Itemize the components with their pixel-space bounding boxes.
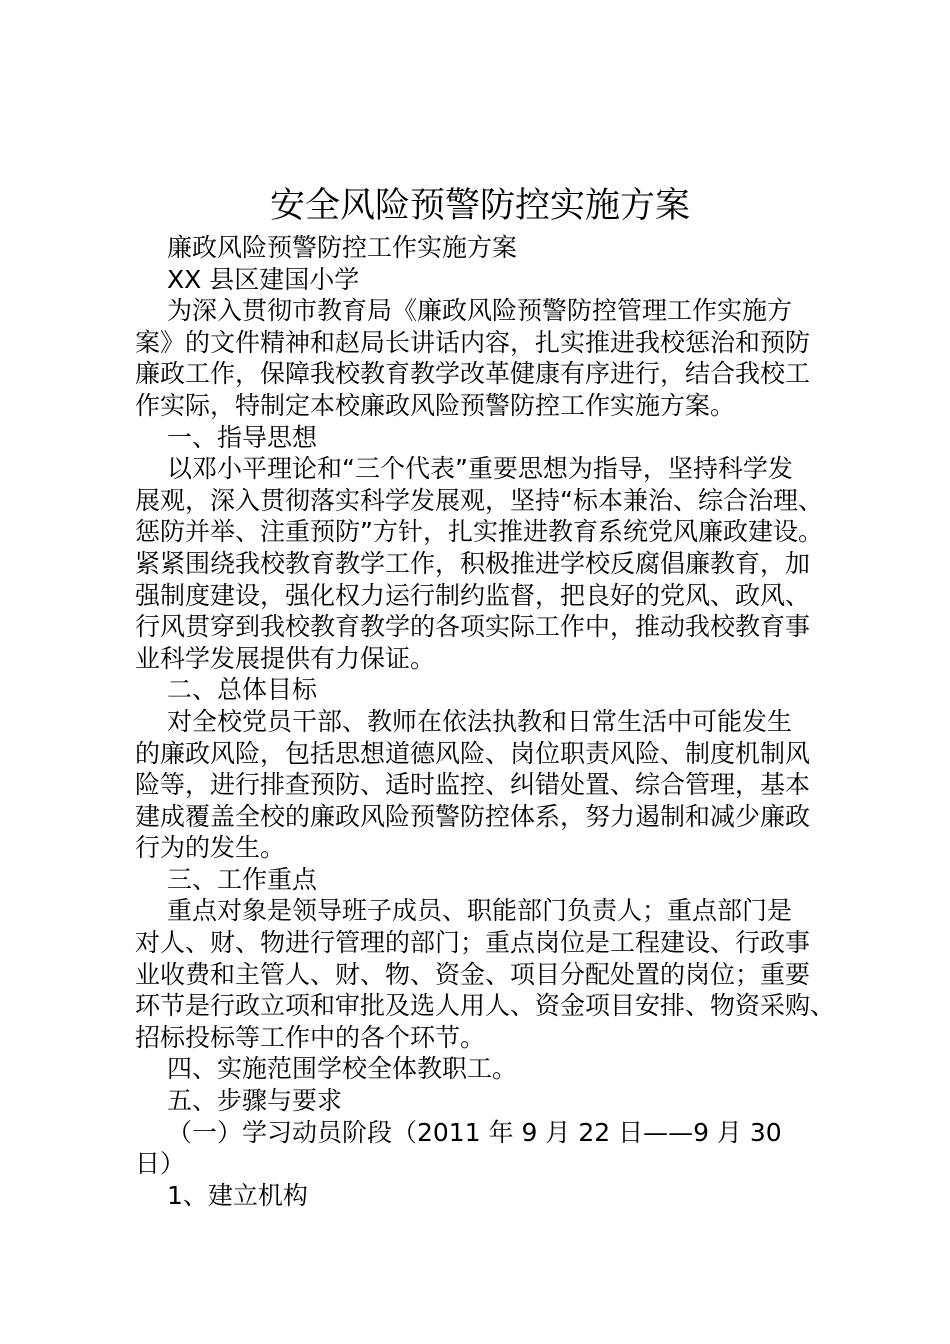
paragraph-line: 招标投标等工作中的各个环节。 bbox=[135, 1022, 486, 1052]
school-name: XX 县区建国小学 bbox=[167, 264, 360, 294]
paragraph-line: 重点对象是领导班子成员、职能部门负责人；重点部门是 bbox=[167, 896, 793, 926]
paragraph-line: 对全校党员干部、教师在依法执教和日常生活中可能发生 bbox=[167, 706, 793, 736]
phase-heading: （一）学习动员阶段（2011 年 9 月 22 日——9 月 30 bbox=[167, 1117, 782, 1147]
paragraph-line: 业科学发展提供有力保证。 bbox=[135, 643, 436, 673]
document-title: 安全风险预警防控实施方案 bbox=[269, 186, 690, 226]
section-heading: 一、指导思想 bbox=[167, 422, 318, 452]
section-heading: 二、总体目标 bbox=[167, 675, 318, 705]
paragraph-line: 强制度建设，强化权力运行制约监督，把良好的党风、政风、 bbox=[135, 580, 811, 610]
section-paragraph bbox=[135, 895, 835, 1053]
paragraph-line: 紧紧围绕我校教育教学工作，积极推进学校反腐倡廉教育，加 bbox=[135, 548, 811, 578]
section-heading: 四、实施范围学校全体教职工。 bbox=[167, 1054, 518, 1084]
item-heading: 1、建立机构 bbox=[167, 1180, 308, 1210]
paragraph-line: 的廉政风险，包括思想道德风险、岗位职责风险、制度机制风 bbox=[135, 738, 811, 768]
document-subtitle: 廉政风险预警防控工作实施方案 bbox=[167, 233, 518, 262]
paragraph-line: 环节是行政立项和审批及选人用人、资金项目安排、物资采购、 bbox=[135, 991, 836, 1021]
paragraph-line: 对人、财、物进行管理的部门；重点岗位是工程建设、行政事 bbox=[135, 928, 811, 958]
section-paragraph bbox=[135, 706, 835, 864]
section-paragraph bbox=[135, 453, 835, 674]
paragraph-line: 以邓小平理论和“三个代表”重要思想为指导，坚持科学发 bbox=[167, 454, 793, 484]
section-heading: 三、工作重点 bbox=[167, 864, 318, 894]
document-body bbox=[135, 232, 835, 1211]
paragraph-line: 行为的发生。 bbox=[135, 833, 286, 863]
paragraph-line: 展观，深入贯彻落实科学发展观，坚持“标本兼治、综合治理、 bbox=[135, 485, 823, 515]
paragraph-line: 为深入贯彻市教育局《廉政风险预警防控管理工作实施方 bbox=[167, 296, 793, 326]
paragraph-line: 险等，进行排查预防、适时监控、纠错处置、综合管理，基本 bbox=[135, 770, 811, 800]
phase-heading-continued: 日） bbox=[135, 1149, 186, 1179]
paragraph-line: 作实际，特制定本校廉政风险预警防控工作实施方案。 bbox=[135, 390, 736, 420]
paragraph-line: 惩防并举、注重预防”方针，扎实推进教育系统党风廉政建设。 bbox=[135, 517, 823, 547]
paragraph-line: 业收费和主管人、财、物、资金、项目分配处置的岗位；重要 bbox=[135, 959, 811, 989]
paragraph-line: 案》的文件精神和赵局长讲话内容，扎实推进我校惩治和预防 bbox=[135, 327, 811, 357]
paragraph-line: 行风贯穿到我校教育教学的各项实际工作中，推动我校教育事 bbox=[135, 612, 811, 642]
section-heading: 五、步骤与要求 bbox=[167, 1086, 343, 1116]
intro-paragraph bbox=[135, 295, 835, 421]
paragraph-line: 建成覆盖全校的廉政风险预警防控体系，努力遏制和减少廉政 bbox=[135, 801, 811, 831]
paragraph-line: 廉政工作，保障我校教育教学改革健康有序进行，结合我校工 bbox=[135, 359, 811, 389]
